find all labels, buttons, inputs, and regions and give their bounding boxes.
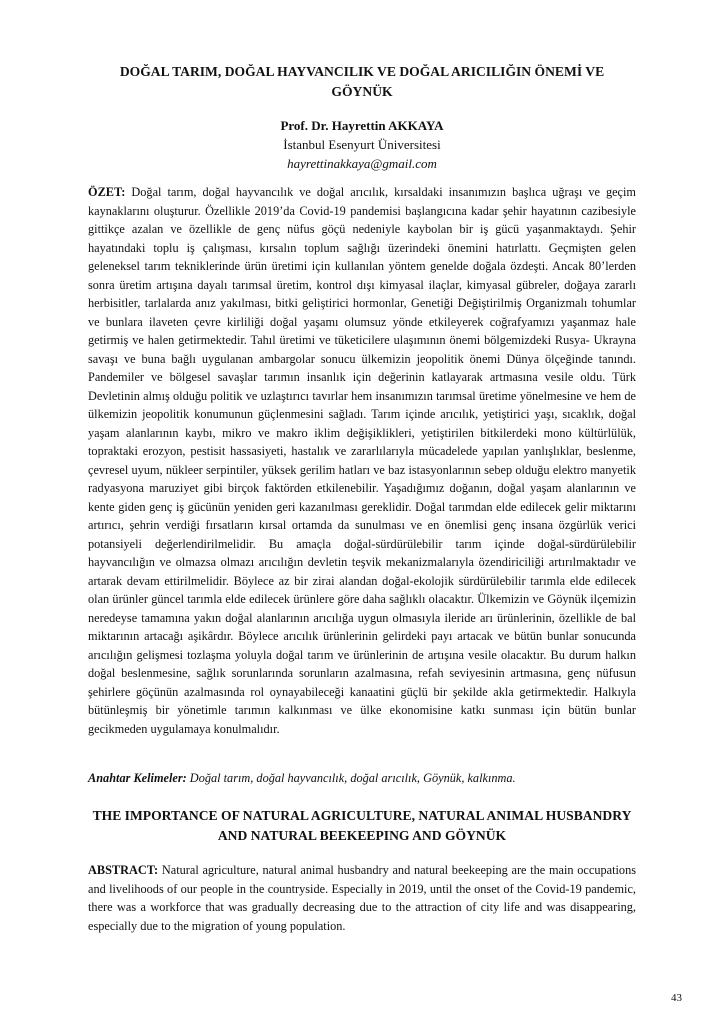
author-email: hayrettinakkaya@gmail.com	[287, 156, 437, 171]
abstract-text: Natural agriculture, natural animal husbandry and natural beekeeping are the main occupations and livelihoods of our people in the countryside. Especially in 2019, until the onset of the Covid-19 pandemic, there was a workforce that was gradually decreasing due to the attraction of city life and was disappearing, especially due to the migration of young population.	[88, 863, 636, 933]
ozet-label: ÖZET:	[88, 185, 126, 199]
paper-title-turkish: DOĞAL TARIM, DOĞAL HAYVANCILIK VE DOĞAL ARICILIĞIN ÖNEMİ VE GÖYNÜK	[119, 64, 605, 99]
abstract-paragraph	[88, 861, 636, 935]
author-name: Prof. Dr. Hayrettin AKKAYA	[280, 118, 444, 133]
page-number: 43	[671, 992, 682, 1004]
author-block	[0, 116, 724, 173]
keywords-line	[88, 769, 636, 787]
keywords-label: Anahtar Kelimeler:	[88, 771, 187, 785]
abstract-label: ABSTRACT:	[88, 863, 159, 877]
ozet-paragraph	[88, 183, 636, 738]
author-affiliation: İstanbul Esenyurt Üniversitesi	[283, 137, 441, 152]
ozet-text: Doğal tarım, doğal hayvancılık ve doğal arıcılık, kırsaldaki insanımızın başlıca uğraşı ve geçim kaynaklarını oluşturur. Özellikle 2019’da Covid-19 pandemisi başlangıcına kadar şehir hayatının cazibesiyle gittikçe azalan ve özellikle de genç nüfus göçü nedeniyle kaybolan bir iş gücü yaşanmaktaydı. Şehir hayatındaki toplu iş çalışması, kırsalın toplum sağlığı üzerindeki önemini hatırlattı. Geçmişten gelen geleneksel tarım tekniklerinde ürün üretimi için kullanılan yöntem genelde doğala özdeşti. Ancak 80’lerden sonra üretim artışına dayalı tarımsal üretim, kontrol dışı kimyasal ilaçlar, kimyasal gübreler, doğaya zararlı herbisitler, tarlalarda anız yakılması, bitki geliştirici hormonlar, Genetiği Değiştirilmiş Organizmalı tohumlar ve bunlara ilaveten çevre kirliliği doğal yaşamı olumsuz yönde etkileyerek coğrafyamızı yaşanmaz hale getirmiş ve halen getirmektedir. Tahıl üretimi ve tüketicilere ulaşımının önemi bölgemizdeki Rusya- Ukrayna savaşı ve buna bağlı uygulanan ambargolar sonucu ülkemizin jeopolitik önemi Dünya ölçeğinde tanındı. Pandemiler ve bölgesel savaşlar tarımın insanlık için değerinin katlayarak artmasına vesile oldu. Türk Devletinin almış olduğu politik ve uzlaştırıcı tavırlar hem insanımızın tarımsal üretime yönelmesine ve hem de ülkemizin jeopolitik konumunun güçlenmesini sağladı. Tarım içinde arıcılık, yetiştirici yaşı, sıcaklık, doğal yaşam alanlarının kaybı, mikro ve makro iklim değişiklikleri, yetiştirilen bitkilerdeki mono kültürlülük, topraktaki erozyon, pestisit hassasiyeti, hastalık ve zararlılarıyla mücadelede yapılan yanlışlıklar, beslenme, çevresel uyum, nükleer serpintiler, yüksek gerilim hatları ve baz istasyonlarının sebep olduğu elektro manyetik radyasyona maruziyet gibi birçok faktörden etkilenebilir. Yaşadığımız doğanın, doğal yaşam alanlarının ve kente giden genç iş gücünün yeniden geri kazanılması gereklidir. Doğal tarımdan elde edilecek gelir miktarını artırıcı, şehrin verdiği fırsatların kırsal ortamda da sunulması ve en önemlisi genç insana özgürlük verici potansiyeli değerlendirilmelidir. Bu amaçla doğal-sürdürülebilir tarım içinde doğal-sürdürülebilir hayvancılığın ve olmazsa olmazı arıcılığın devletin teşvik mekanizmalarıyla özendiriciliği artırılmaktadır ve artarak devam ettirilmelidir. Böylece az bir zirai alandan doğal-ekolojik sürdürülebilir tarımla elde edilecek olan ürünler güncel tarımla elde edilecek ürünlere göre daha sağlıklı olacaktır. Ülkemizin ve Göynük ilçemizin neredeyse tamamına yakın doğal alanlarının arıcılığa uygun olmasıyla ileride arı ürünlerinin, özellikle de bal miktarının artacağı aşikârdır. Böylece arıcılık ürünlerinin gelirdeki payı artacak ve bütün bunlar sonucunda arıcılığın gelişmesi tozlaşma yoluyla doğal tarım ve ürünlerinin de artışına vesile olacaktır. Bu durum halkın doğal beslenmesine, sağlık sorunlarında sorunların azalmasına, refah seviyesinin artmasına, genç nüfusun şehirlere göçünün azalmasında rol oynayabileceği kanaatini güçlü bir şekilde akla getirmektedir. Halkıyla bütünleşmiş bir yönetimle tarımın kalkınması ve ülke ekonomisine katkı sunması için bütün bunlar gecikmeden uygulamaya konulmalıdır.	[88, 185, 636, 736]
paper-title-english: THE IMPORTANCE OF NATURAL AGRICULTURE, NATURAL ANIMAL HUSBANDRY AND NATURAL BEEKEEPING AND GÖYNÜK	[92, 808, 632, 843]
keywords-text: Doğal tarım, doğal hayvancılık, doğal arıcılık, Göynük, kalkınma.	[186, 771, 516, 785]
